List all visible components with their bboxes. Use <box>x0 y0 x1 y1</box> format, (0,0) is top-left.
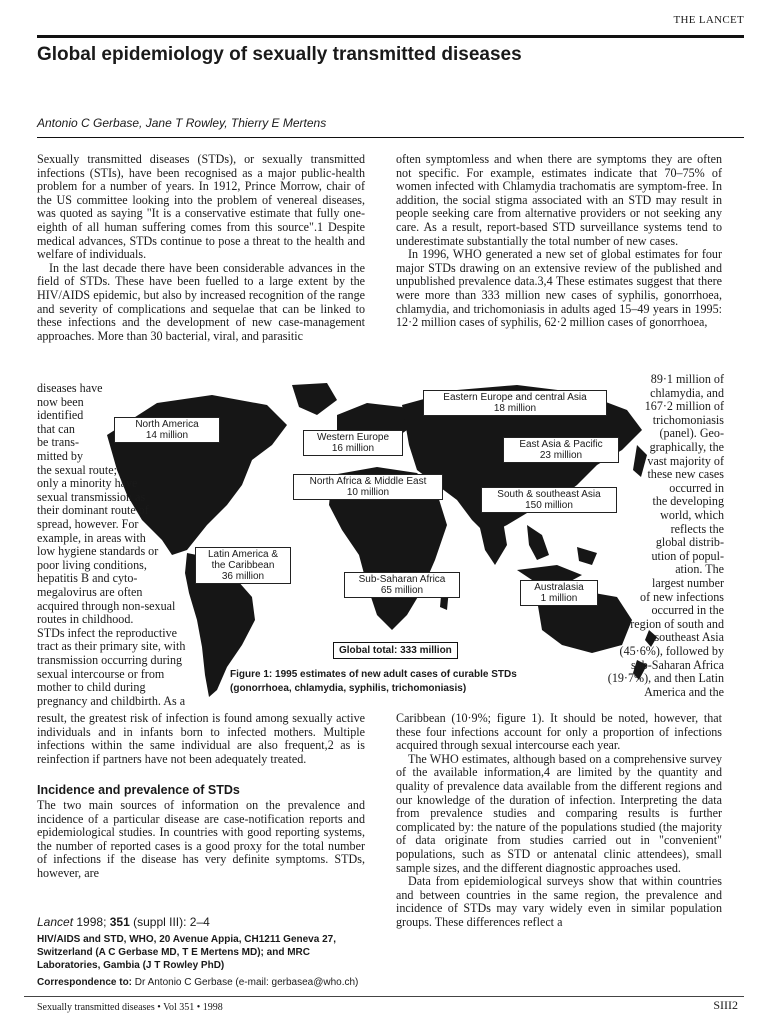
wrap-line: 167·2 million of <box>644 399 724 414</box>
wrap-line: ution of popul- <box>651 548 724 563</box>
region-label-east-asia <box>503 437 619 463</box>
wrap-line: STDs infect the reproductive <box>37 625 178 640</box>
paragraph-risk: result, the greatest risk of infection is found among sexually active individuals and in infants born to infected mothers. Multiple infections within the same individual are also frequent,2 as is reinfection if partners have not been adequately treated. <box>37 711 365 766</box>
wrap-line: these new cases <box>647 467 724 482</box>
region-value: 23 million <box>539 450 583 461</box>
wrap-line: mother to child during <box>37 680 146 695</box>
region-name: East Asia & Pacific <box>519 439 603 450</box>
region-name: North America <box>135 419 199 430</box>
figure-caption-text: 1995 estimates of new adult cases of curable STDs (gonorrhoea, chlamydia, syphilis, trichomoniasis) <box>230 669 517 694</box>
wrap-line: identified <box>37 408 84 423</box>
left-column-bottom <box>37 712 365 881</box>
paragraph-surveys: Data from epidemiological surveys show that within countries and between countries in the same region, the prevalence and incidence of STDs may vary widely even in similar population groups. These differences reflect a <box>396 874 722 929</box>
wrap-line: poor living conditions, <box>37 557 147 572</box>
region-label-australasia <box>520 580 598 606</box>
paragraph-sources: The two main sources of information on the prevalence and incidence of a particular disease are case-notification reports and epidemiological studies. In countries with good reporting systems, the number of reported cases is a good proxy for the total number of infections if the disease has very definite symptoms. STDs, however, are <box>37 797 365 880</box>
wrap-line: graphically, the <box>649 440 724 454</box>
region-label-western-europe <box>303 430 403 456</box>
region-value: 18 million <box>493 403 537 414</box>
region-name: South & southeast Asia <box>497 489 601 500</box>
wrap-line: world, which <box>660 508 724 522</box>
wrap-line: (panel). Geo- <box>659 426 724 441</box>
wrap-line: sexual intercourse or from <box>37 666 165 681</box>
wrap-line: their dominant route of <box>37 503 149 518</box>
wrap-line: the sexual route; <box>37 462 117 477</box>
citation-pages: (suppl III): 2–4 <box>133 915 210 929</box>
region-label-north-africa <box>293 474 443 500</box>
section-heading: Incidence and prevalence of STDs <box>37 783 240 798</box>
paragraph-symptoms: often symptomless and when there are symptoms they are often not specific. For example, estimates indicate that 70–75% of women infected with Chlamydia trachomatis are symptom-free. In addition, the social stigma associated with an STD may result in people seeking care from alternative providers or not seeking any care. As a result, report-based STD surveillance systems tend to underestimate substantially the total number of new cases. <box>396 152 722 248</box>
citation-journal: Lancet <box>37 915 74 929</box>
global-total-label: Global total: 333 million <box>333 642 458 659</box>
wrap-line: transmission occurring during <box>37 653 183 667</box>
wrap-line: routes in childhood. <box>37 612 134 627</box>
region-value: 14 million <box>145 430 189 441</box>
wrap-line: occurred in the <box>651 603 724 618</box>
wrap-line: only a minority have <box>37 476 138 491</box>
citation-year: 1998; <box>76 915 107 929</box>
authors-rule <box>37 137 744 138</box>
paragraph-limitations: The WHO estimates, although based on a comprehensive survey of the available information,4 are limited by the quantity and quality of prevalence data available from the different regions and our knowledge of the duration of infection. Interpreting the data from prevalence studies and comparing results is further complicated by: the nature of the populations studied (the majority of data originate from studies carried out in "convenient" populations, such as STD or antenatal clinic attendees), small sample sizes, and the different diagnostic approaches used. <box>396 751 722 875</box>
wrap-line: region of south and <box>630 616 724 631</box>
wrap-line: reflects the <box>670 521 724 536</box>
wrap-line: America and the <box>644 684 724 699</box>
article-title: Global epidemiology of sexually transmitted diseases <box>37 44 522 65</box>
footer-page-number: SIII2 <box>713 998 738 1012</box>
region-label-south-southeast-asia <box>481 487 617 513</box>
footer-rule <box>24 996 744 997</box>
wrap-line: now been <box>37 394 84 409</box>
region-name: Sub-Saharan Africa <box>358 574 446 585</box>
wrap-line: example, in areas with <box>37 530 146 545</box>
figure-caption <box>230 668 560 696</box>
affiliation-text: HIV/AIDS and STD, WHO, 20 Avenue Appia, CH1211 Geneva 27, Switzerland (A C Gerbase MD, T E Mertens MD); and MRC Laboratories, Gambia (J T Rowley PhD) <box>37 934 336 971</box>
wrap-line: southeast Asia <box>654 630 724 645</box>
wrap-line: mitted by <box>37 449 84 463</box>
region-label-north-america <box>114 417 220 443</box>
wrap-line: tract as their primary site, with <box>37 639 186 654</box>
region-label-latin-america <box>195 547 291 584</box>
top-rule <box>37 35 744 38</box>
wrap-line: (19·7%), and then Latin <box>607 671 724 686</box>
wrap-line: of new infections <box>640 589 724 604</box>
region-name: Eastern Europe and central Asia <box>443 392 587 403</box>
paragraph-caribbean: Caribbean (10·9%; figure 1). It should be noted, however, that these four infections account for only a proportion of infections acquired through sexual intercourse each year. <box>396 711 722 753</box>
wrap-line: be trans- <box>37 435 79 450</box>
wrap-line: largest number <box>652 576 724 590</box>
region-value: 1 million <box>540 593 578 604</box>
left-column-top <box>37 153 365 343</box>
region-value: 150 million <box>525 500 573 511</box>
wrap-line: occurred in <box>669 480 724 495</box>
wrap-line: ation. The <box>675 562 724 577</box>
correspondence-line <box>37 976 367 989</box>
wrap-line: (45·6%), followed by <box>619 644 724 658</box>
wrap-line: global distrib- <box>655 535 724 550</box>
citation-block <box>37 916 367 989</box>
paragraph-who-estimates: In 1996, WHO generated a new set of global estimates for four major STDs drawing on an extensive review of the published and unpublished prevalence data.3,4 These estimates suggest that there were more than 333 million new cases of syphilis, gonorrhoea, chlamydia, and trichomoniasis in adults aged 15–49 years in 1995: 12·2 million cases of syphilis, 62·2 million cases of gonorrhoea, <box>396 247 722 330</box>
journal-name: THE LANCET <box>673 14 744 26</box>
region-value: 65 million <box>380 585 424 596</box>
wrap-line: 89·1 million of <box>650 372 724 386</box>
paragraph-intro: Sexually transmitted diseases (STDs), or sexually transmitted infections (STIs), have been recognised as a major public-health problem for a number of years. In 1912, Prince Morrow, chair of the US committee looking into the problem of venereal diseases, was quoted as saying "It is a conservative estimate that fully one-eighth of all human suffering comes from this source".1 Despite medical advances, STDs continue to pose a threat to the health and welfare of individuals. <box>37 152 365 262</box>
region-name: Australasia <box>534 582 584 593</box>
region-label-eastern-europe <box>423 390 607 416</box>
region-name: Latin America & the Caribbean <box>207 549 279 571</box>
wrap-line: sub-Saharan Africa <box>630 657 724 672</box>
region-name: Western Europe <box>316 432 390 443</box>
correspondence-label: Correspondence to: <box>37 977 133 988</box>
citation-line <box>37 916 367 929</box>
figure-caption-label: Figure 1: <box>230 669 273 680</box>
footer-running-title: Sexually transmitted diseases • Vol 351 • 1998 <box>37 1002 223 1013</box>
wrap-line: trichomoniasis <box>652 412 724 427</box>
wrap-line: diseases have <box>37 381 103 395</box>
right-column-top <box>396 153 722 330</box>
wrap-line: vast majority of <box>647 453 724 468</box>
region-value: 16 million <box>331 443 375 454</box>
wrap-line: low hygiene standards or <box>37 544 159 559</box>
wrap-line: that can <box>37 421 75 436</box>
article-authors: Antonio C Gerbase, Jane T Rowley, Thierry E Mertens <box>37 116 327 130</box>
paragraph-advances: In the last decade there have been considerable advances in the field of STDs. These have been fuelled to a large extent by the HIV/AIDS epidemic, but also by increased recognition of the range and severity of complications and sequelae that can be linked to these infections and the development of new case-management approaches. More than 30 bacterial, viral, and parasitic <box>37 260 365 343</box>
region-value: 10 million <box>346 487 390 498</box>
wrap-line: hepatitis B and cyto- <box>37 571 138 586</box>
wrap-line: megalovirus are often <box>37 585 143 599</box>
wrap-line: chlamydia, and <box>650 385 724 400</box>
region-value: 36 million <box>221 571 265 582</box>
correspondence-text: Dr Antonio C Gerbase (e-mail: gerbasea@who.ch) <box>134 977 359 988</box>
wrap-line: the developing <box>652 494 724 509</box>
wrap-line: spread, however. For <box>37 517 139 531</box>
wrap-line: pregnancy and childbirth. As a <box>37 693 186 708</box>
region-name: North Africa & Middle East <box>309 476 427 487</box>
wrap-line: sexual transmission as <box>37 489 146 504</box>
citation-volume: 351 <box>109 915 130 929</box>
wrap-line: acquired through non-sexual <box>37 598 176 613</box>
right-column-bottom <box>396 712 722 930</box>
region-label-sub-saharan-africa <box>344 572 460 598</box>
